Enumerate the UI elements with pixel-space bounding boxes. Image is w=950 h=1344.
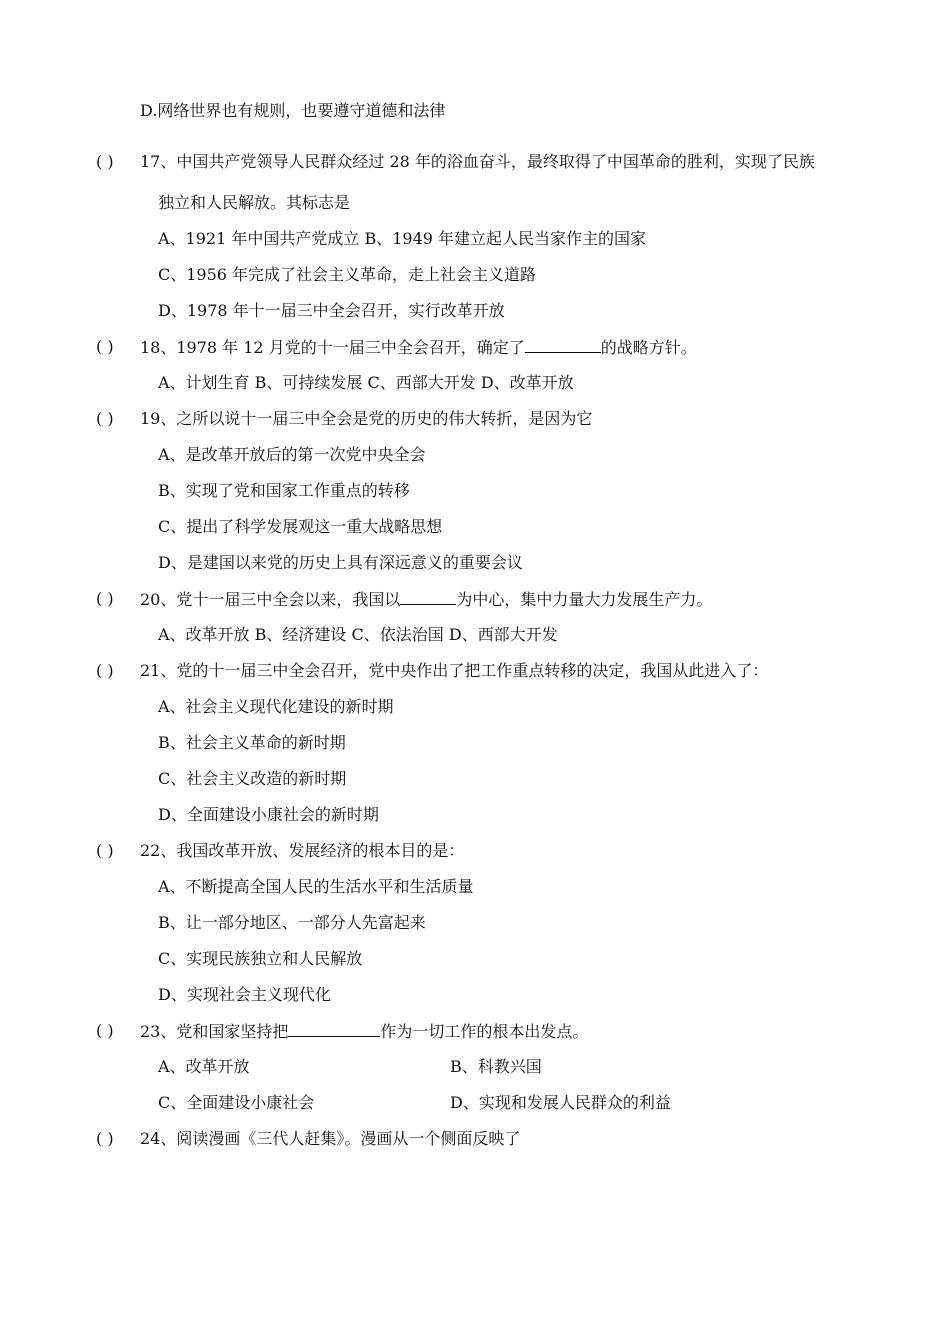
- q17-option-d: D、1978 年十一届三中全会召开，实行改革开放: [158, 301, 505, 320]
- question-19: 19、之所以说十一届三中全会是党的历史的伟大转折，是因为它: [140, 409, 593, 428]
- answer-paren-17: ( ): [96, 152, 114, 171]
- q17-option-c: C、1956 年完成了社会主义革命，走上社会主义道路: [158, 265, 537, 284]
- q21-option-d: D、全面建设小康社会的新时期: [158, 805, 379, 824]
- q22-option-b: B、让一部分地区、一部分人先富起来: [158, 913, 426, 932]
- answer-paren-18: ( ): [96, 337, 114, 356]
- q18-options: A、计划生育 B、可持续发展 C、西部大开发 D、改革开放: [158, 373, 574, 392]
- answer-blank: [288, 1020, 380, 1037]
- answer-blank: [400, 588, 456, 605]
- answer-blank: [525, 336, 601, 353]
- question-18-text-before: 18、1978 年 12 月党的十一届三中全会召开，确定了: [140, 338, 525, 357]
- q22-option-d: D、实现社会主义现代化: [158, 985, 331, 1004]
- answer-paren-19: ( ): [96, 409, 114, 428]
- question-20: [140, 588, 712, 611]
- q22-option-c: C、实现民族独立和人民解放: [158, 949, 363, 968]
- q23-option-c: C、全面建设小康社会: [158, 1093, 315, 1112]
- answer-paren-21: ( ): [96, 661, 114, 680]
- question-23-text-before: 23、党和国家坚持把: [140, 1022, 289, 1041]
- question-18-text-after: 的战略方针。: [600, 338, 697, 357]
- question-24: 24、阅读漫画《三代人赶集》。漫画从一个侧面反映了: [140, 1129, 521, 1148]
- q23-option-b: B、科教兴国: [450, 1057, 542, 1076]
- answer-paren-22: ( ): [96, 841, 114, 860]
- option-d-previous: D.网络世界也有规则，也要遵守道德和法律: [140, 101, 446, 120]
- question-23: [140, 1020, 588, 1043]
- question-22: 22、我国改革开放、发展经济的根本目的是：: [140, 841, 465, 860]
- q20-options: A、改革开放 B、经济建设 C、依法治国 D、西部大开发: [158, 625, 558, 644]
- answer-paren-23: ( ): [96, 1021, 114, 1040]
- q23-option-a: A、改革开放: [158, 1057, 250, 1076]
- q22-option-a: A、不断提高全国人民的生活水平和生活质量: [158, 877, 474, 896]
- question-23-text-after: 作为一切工作的根本出发点。: [380, 1022, 589, 1041]
- answer-paren-24: ( ): [96, 1129, 114, 1148]
- question-20-text-after: 为中心，集中力量大力发展生产力。: [456, 590, 713, 609]
- q19-option-d: D、是建国以来党的历史上具有深远意义的重要会议: [158, 553, 523, 572]
- q21-option-b: B、社会主义革命的新时期: [158, 733, 346, 752]
- q21-option-a: A、社会主义现代化建设的新时期: [158, 697, 394, 716]
- q19-option-b: B、实现了党和国家工作重点的转移: [158, 481, 410, 500]
- q23-option-d: D、实现和发展人民群众的利益: [450, 1093, 671, 1112]
- question-17: 17、中国共产党领导人民群众经过 28 年的浴血奋斗，最终取得了中国革命的胜利，实现了民族: [140, 152, 815, 171]
- question-20-text-before: 20、党十一届三中全会以来，我国以: [140, 590, 401, 609]
- question-17-continuation: 独立和人民解放。其标志是: [158, 193, 351, 212]
- question-21: 21、党的十一届三中全会召开，党中央作出了把工作重点转移的决定，我国从此进入了：: [140, 661, 769, 680]
- q19-option-a: A、是改革开放后的第一次党中央全会: [158, 445, 426, 464]
- q17-options-ab: A、1921 年中国共产党成立 B、1949 年建立起人民当家作主的国家: [158, 229, 647, 248]
- answer-paren-20: ( ): [96, 589, 114, 608]
- q19-option-c: C、提出了科学发展观这一重大战略思想: [158, 517, 443, 536]
- q21-option-c: C、社会主义改造的新时期: [158, 769, 347, 788]
- question-18: [140, 336, 697, 359]
